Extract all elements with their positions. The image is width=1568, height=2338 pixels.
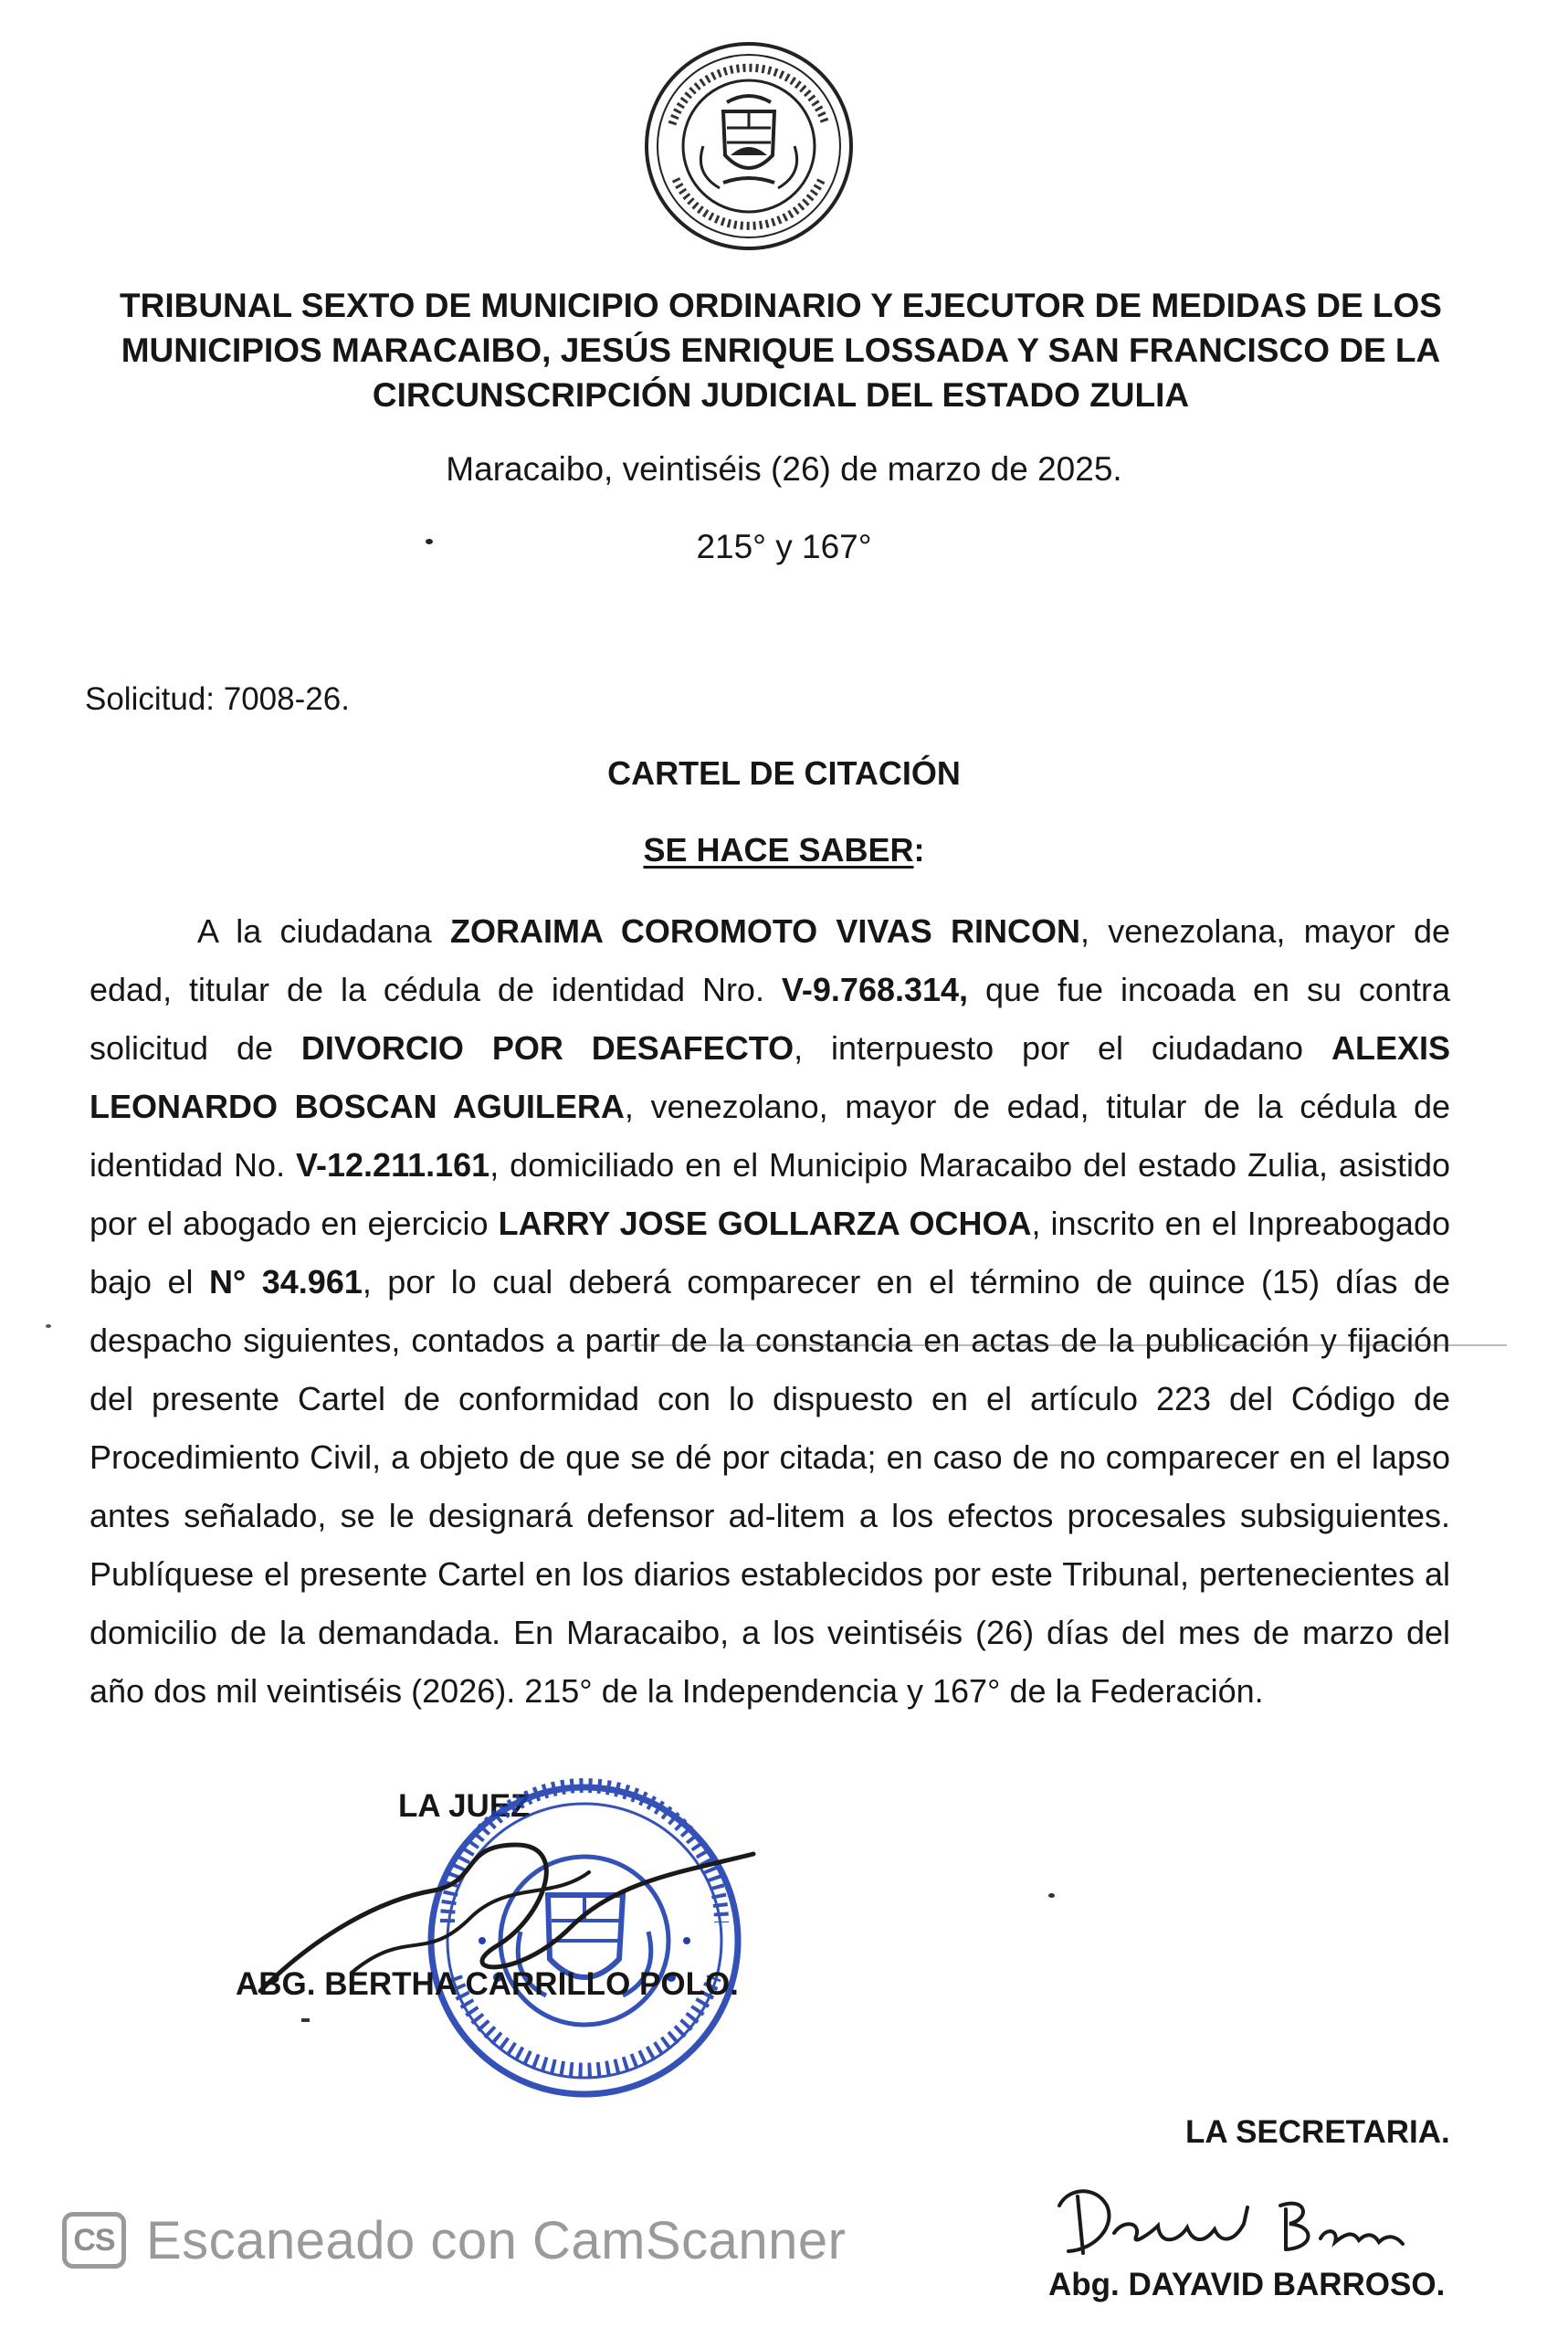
body-text-segment: , venezolana, mayor de edad, titular de la cédula de identidad Nro. xyxy=(89,912,1450,1008)
defendant-name: ZORAIMA COROMOTO VIVAS RINCON xyxy=(449,912,1081,950)
court-heading-line-3: CIRCUNSCRIPCIÓN JUDICIAL DEL ESTADO ZULIA xyxy=(372,376,1190,414)
era-years: 215° y 167° xyxy=(696,528,872,565)
document-title: CARTEL DE CITACIÓN xyxy=(607,754,961,792)
court-heading xyxy=(82,283,1479,417)
court-heading-line-2: MUNICIPIOS MARACAIBO, JESÚS ENRIQUE LOSSADA Y SAN FRANCISCO DE LA xyxy=(121,332,1441,369)
body-text-segment: , domiciliado en el Municipio Maracaibo del estado Zulia, asistido por el abogado en ejercicio xyxy=(89,1146,1451,1242)
body-text-segment: , venezolano, mayor de edad, titular de la cédula de identidad No. xyxy=(89,1088,1450,1184)
body-text-segment: , interpuesto por el ciudadano xyxy=(794,1029,1331,1067)
camscanner-watermark xyxy=(62,2208,846,2272)
scan-speck xyxy=(1048,1893,1055,1898)
body-text-segment: , por lo cual deberá comparecer en el término de quince (15) días de despacho siguientes, contados a partir de la constancia en actas de la publicación y fijación del presente Cartel de conformidad con lo dispuesto en el artículo 223 del Código de Procedimiento Civil, a objeto de que se dé por citada; en caso de no comparecer en el lapso antes señalado, se le designará defensor ad-litem a los efectos procesales subsiguientes. Publíquese el presente Cartel en los diarios establecidos por este Tribunal, pertenecientes al domicilio de la demandada. En Maracaibo, a los veintiséis (26) días del mes de marzo del año dos mil veintiséis (2026). 215° de la Independencia y 167° de la Federación. xyxy=(89,1263,1450,1710)
plaintiff-id-number: V-12.211.161 xyxy=(296,1146,490,1184)
case-type: DIVORCIO POR DESAFECTO xyxy=(300,1029,795,1067)
citation-body xyxy=(89,902,1450,1721)
request-number: Solicitud: 7008-26. xyxy=(85,681,350,717)
announcement-heading-colon: : xyxy=(913,831,925,869)
document-date: Maracaibo, veintiséis (26) de marzo de 2025. xyxy=(446,450,1122,488)
scan-line-artifact xyxy=(630,1344,1507,1346)
judge-name: ABG. BERTHA CARRILLO POLO. xyxy=(236,1966,739,2002)
secretary-name: Abg. DAYAVID BARROSO. xyxy=(1048,2267,1446,2302)
attorney-name: LARRY JOSE GOLLARZA OCHOA xyxy=(498,1205,1032,1242)
coat-of-arms-seal-icon xyxy=(639,37,858,256)
secretary-role: LA SECRETARIA. xyxy=(1185,2114,1450,2150)
court-heading-line-1: TRIBUNAL SEXTO DE MUNICIPIO ORDINARIO Y EJECUTOR DE MEDIDAS DE LOS xyxy=(120,287,1442,324)
judge-role: LA JUEZ xyxy=(398,1788,531,1824)
scan-speck xyxy=(301,2018,310,2022)
defendant-id-number: V-9.768.314, xyxy=(781,971,969,1008)
body-text-segment: , inscrito en el Inpreabogado bajo el xyxy=(89,1205,1450,1301)
announcement-heading-text: SE HACE SABER xyxy=(643,831,914,869)
secretary-signature-icon xyxy=(1041,2169,1443,2270)
camscanner-logo-icon: CS xyxy=(62,2212,126,2269)
scan-speck xyxy=(46,1324,51,1328)
body-text-segment: que fue incoada en su contra solicitud de xyxy=(89,971,1450,1067)
camscanner-text: Escaneado con CamScanner xyxy=(146,2210,847,2270)
attorney-registry-number: N° 34.961 xyxy=(208,1263,363,1301)
body-text-segment: A la ciudadana xyxy=(197,912,450,950)
plaintiff-name: ALEXIS LEONARDO BOSCAN AGUILERA xyxy=(89,1029,1451,1125)
announcement-heading xyxy=(0,831,1568,869)
